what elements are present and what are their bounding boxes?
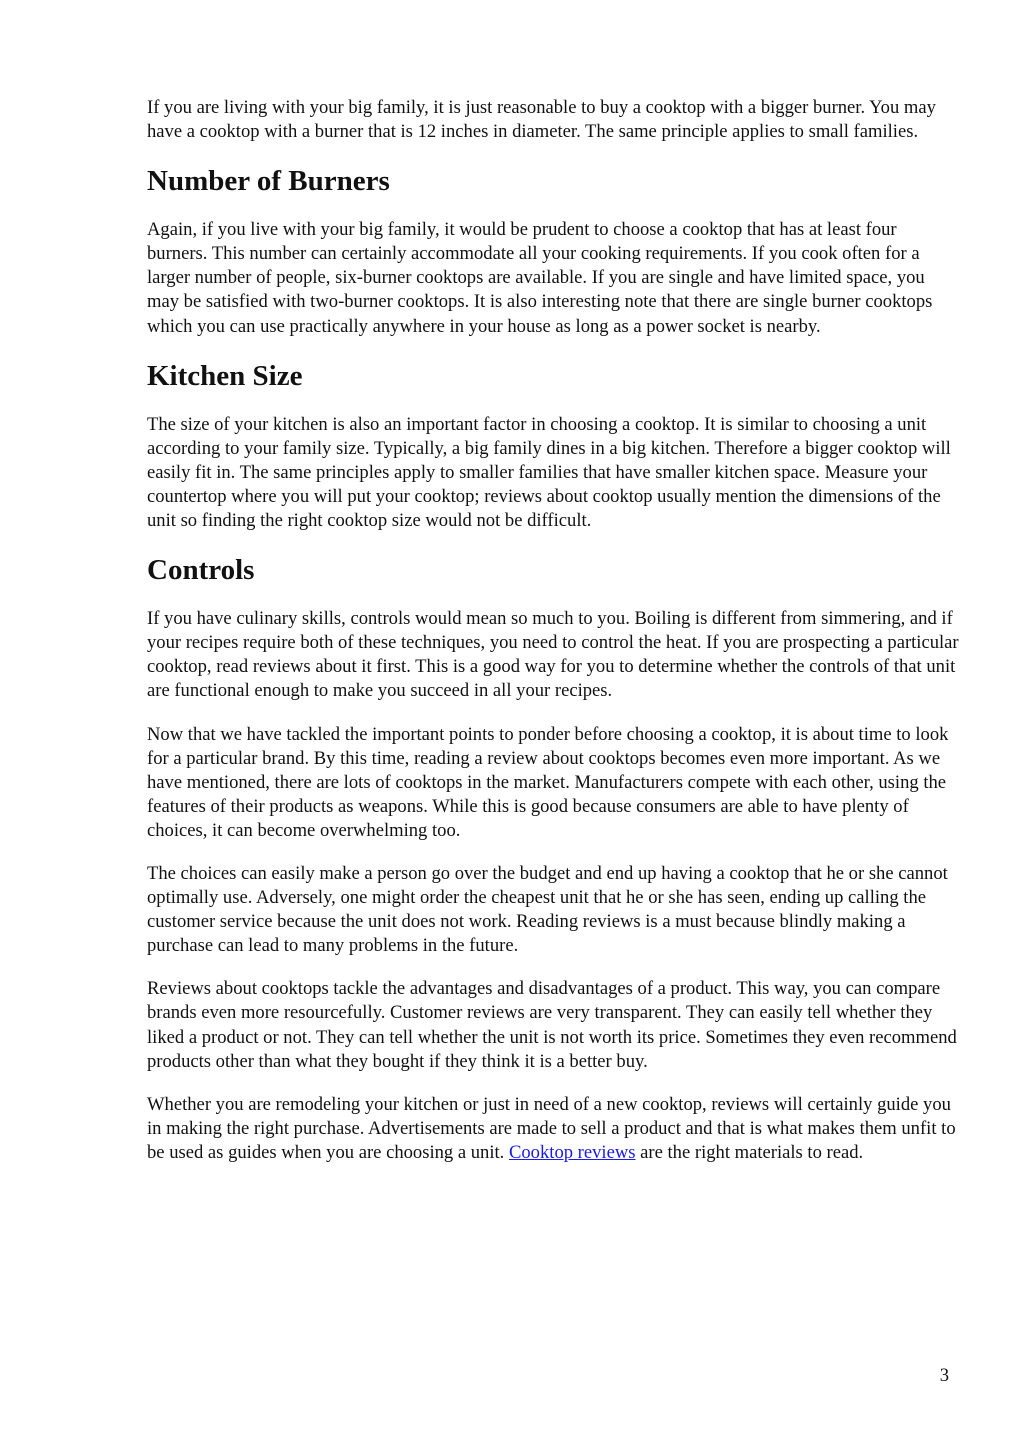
final-text-before: Whether you are remodeling your kitchen or just in need of a new cooktop, reviews will certainly guide you in making the right purchase. Advertisements are made to sell a product and that is what makes them unfit to be used as guides when you are choosing a unit. xyxy=(147,1093,956,1163)
page-number: 3 xyxy=(939,1365,949,1386)
heading-kitchen-size: Kitchen Size xyxy=(147,359,303,392)
heading-number-of-burners: Number of Burners xyxy=(147,165,390,198)
cooktop-reviews-link[interactable]: Cooktop reviews xyxy=(508,1141,636,1163)
intro-paragraph: If you are living with your big family, it is just reasonable to buy a cooktop with a bigger burner. You may have a cooktop with a burner that is 12 inches in diameter. The same principle applies to small families. xyxy=(147,97,936,143)
tackled-paragraph: Now that we have tackled the important points to ponder before choosing a cooktop, it is about time to look for a particular brand. By this time, reading a review about cooktops becomes even more important. As we have mentioned, there are lots of cooktops in the market. Manufacturers compete with each other, using the features of their products as weapons. While this is good because consumers are able to have plenty of choices, it can become overwhelming too. xyxy=(147,723,949,841)
final-text-after: are the right materials to read. xyxy=(635,1141,864,1163)
document-page xyxy=(147,96,959,1184)
controls-paragraph: If you have culinary skills, controls would mean so much to you. Boiling is different from simmering, and if your recipes require both of these techniques, you need to control the heat. If you are prospecting a particular cooktop, read reviews about it first. This is a good way for you to determine whether the controls of that unit are functional enough to make you succeed in all your recipes. xyxy=(147,608,959,702)
burners-paragraph: Again, if you live with your big family, it would be prudent to choose a cooktop that has at least four burners. This number can certainly accommodate all your cooking requirements. If you cook often for a larger number of people, six-burner cooktops are available. If you are single and have limited space, you may be satisfied with two-burner cooktops. It is also interesting note that there are single burner cooktops which you can use practically anywhere in your house as long as a power socket is nearby. xyxy=(147,219,933,337)
reviews-paragraph: Reviews about cooktops tackle the advantages and disadvantages of a product. This way, you can compare brands even more resourcefully. Customer reviews are very transparent. They can easily tell whether they liked a product or not. They can tell whether the unit is not worth its price. Sometimes they even recommend products other than what they bought if they think it is a better buy. xyxy=(147,978,957,1072)
kitchen-paragraph: The size of your kitchen is also an important factor in choosing a cooktop. It is similar to choosing a unit according to your family size. Typically, a big family dines in a big kitchen. Therefore a bigger cooktop will easily fit in. The same principles apply to smaller families that have smaller kitchen space. Measure your countertop where you will put your cooktop; reviews about cooktop usually mention the dimensions of the unit so finding the right cooktop size would not be difficult. xyxy=(147,413,951,532)
final-paragraph xyxy=(147,1093,959,1165)
heading-controls: Controls xyxy=(147,554,255,587)
choices-paragraph: The choices can easily make a person go over the budget and end up having a cooktop that he or she cannot optimally use. Adversely, one might order the cheapest unit that he or she has seen, ending up calling the customer service because the unit does not work. Reading reviews is a must because blindly making a purchase can lead to many problems in the future. xyxy=(147,862,948,957)
